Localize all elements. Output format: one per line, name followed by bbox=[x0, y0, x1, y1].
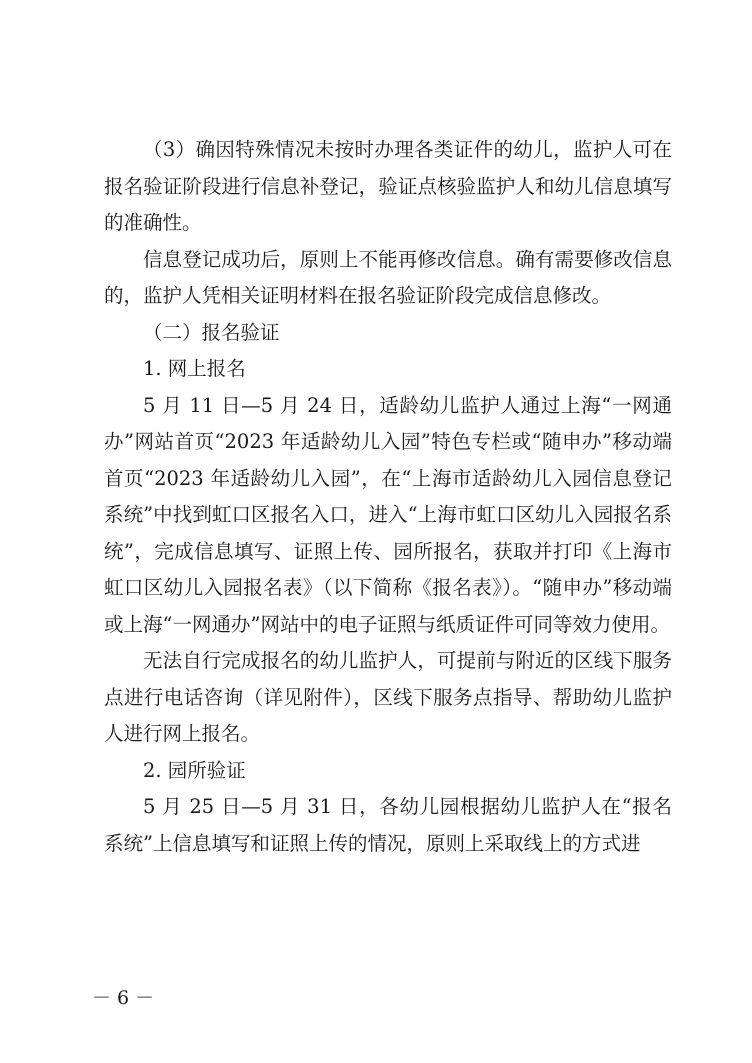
paragraph-offline-assistance: 无法自行完成报名的幼儿监护人，可提前与附近的区线下服务点进行电话咨询（详见附件），区线下服务点指导、帮助幼儿监护人进行网上报名。 bbox=[104, 649, 672, 745]
paragraph-online-registration: 5 月 11 日—5 月 24 日，适龄幼儿监护人通过上海“一网通办”网站首页“2023 年适龄幼儿入园”特色专栏或“随申办”移动端首页“2023 年适龄幼儿入园”，在“上海市适龄幼儿入园信息登记系统”中找到虹口区报名入口，进入“上海市虹口区幼儿入园报名系统”，完成信息填写、证照上传、园所报名，获取并打印《上海市虹口区幼儿入园报名表》（以下简称《报名表》）。“随申办”移动端或上海“一网通办”网站中的电子证照与纸质证件可同等效力使用。 bbox=[104, 393, 672, 636]
paragraph-kindergarten-verification: 5 月 25 日—5 月 31 日，各幼儿园根据幼儿监护人在“报名系统”上信息填写和证照上传的情况，原则上采取线上的方式进 bbox=[104, 795, 672, 855]
document-body bbox=[104, 132, 672, 862]
subheading-kindergarten-verification: 2. 园所验证 bbox=[143, 758, 246, 782]
paragraph-special-registration: （3）确因特殊情况未按时办理各类证件的幼儿，监护人可在报名验证阶段进行信息补登记，验证点核验监护人和幼儿信息填写的准确性。 bbox=[104, 138, 672, 234]
paragraph-info-modification: 信息登记成功后，原则上不能再修改信息。确有需要修改信息的，监护人凭相关证明材料在报名验证阶段完成信息修改。 bbox=[104, 247, 672, 307]
page-number: － 6 － bbox=[92, 987, 155, 1009]
subheading-online-registration: 1. 网上报名 bbox=[143, 357, 246, 380]
section-heading-registration-verification: （二）报名验证 bbox=[143, 320, 280, 344]
